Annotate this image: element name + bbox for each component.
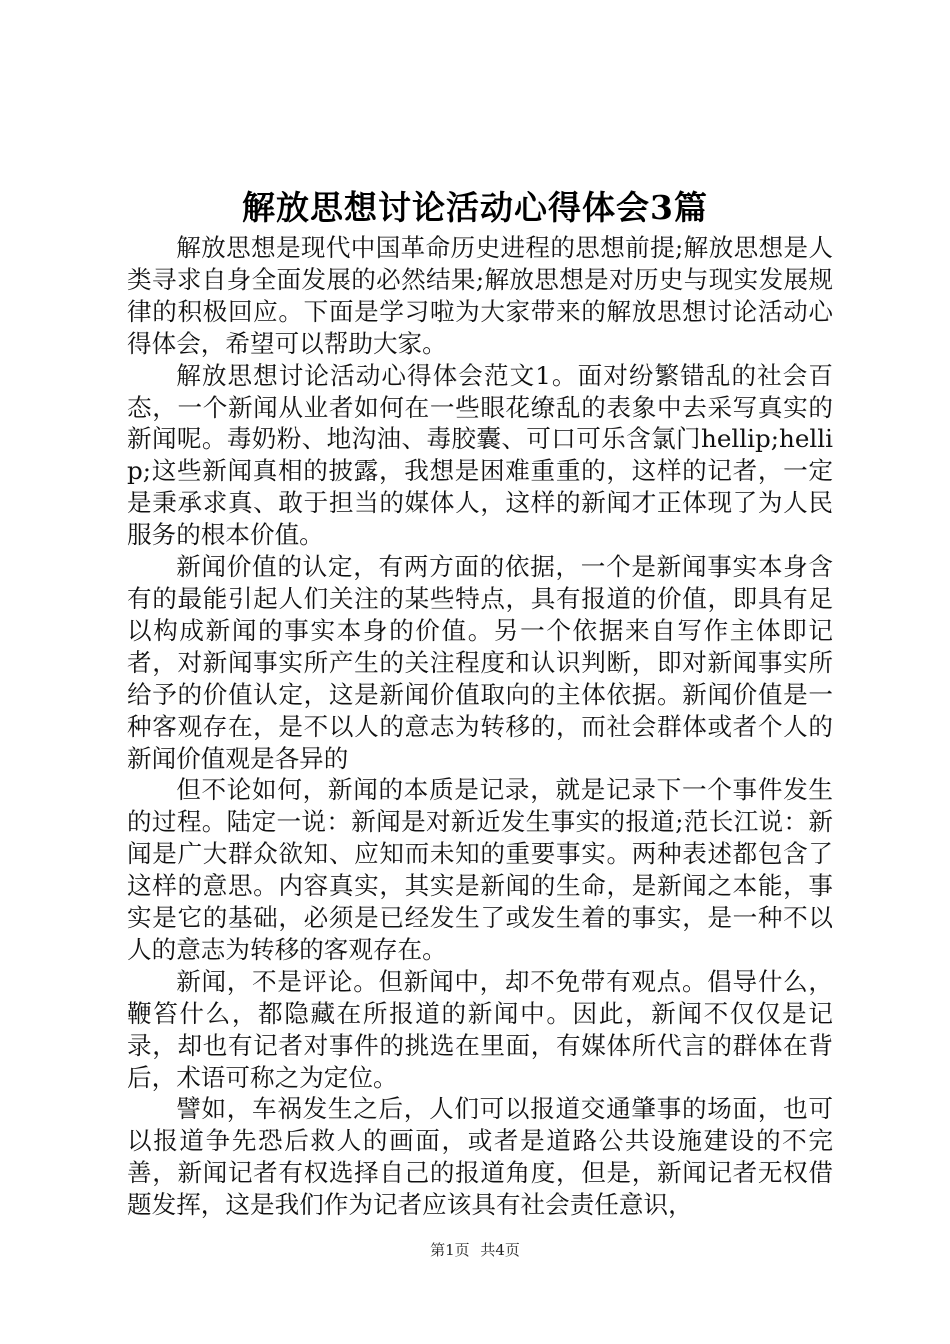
page-footer [0,1240,950,1260]
page-total: 共4页 [480,1241,520,1259]
page-number: 第1页 [430,1241,470,1259]
paragraph-accident-example: 譬如，车祸发生之后，人们可以报道交通肇事的场面，也可以报道争先恐后救人的画面，或者是道路公共设施建设的不完善，新闻记者有权选择自己的报道角度，但是，新闻记者无权借题发挥，这是我们作为记者应该具有社会责任意识， [127,1094,833,1220]
paragraph-news-value: 新闻价值的认定，有两方面的依据，一个是新闻事实本身含有的最能引起人们关注的某些特点，具有报道的价值，即具有足以构成新闻的事实本身的价值。另一个依据来自写作主体即记者，对新闻事实所产生的关注程度和认识判断，即对新闻事实所给予的价值认定，这是新闻价值取向的主体依据。新闻价值是一种客观存在，是不以人的意志为转移的，而社会群体或者个人的新闻价值观是各异的 [127,552,833,773]
paragraph-intro: 解放思想是现代中国革命历史进程的思想前提;解放思想是人类寻求自身全面发展的必然结果;解放思想是对历史与现实发展规律的积极回应。下面是学习啦为大家带来的解放思想讨论活动心得体会，希望可以帮助大家。 [127,233,833,358]
document-body [127,232,833,1221]
paragraph-news-opinion: 新闻，不是评论。但新闻中，却不免带有观点。倡导什么，鞭笞什么，都隐藏在所报道的新闻中。因此，新闻不仅仅是记录，却也有记者对事件的挑选在里面，有媒体所代言的群体在背后，术语可称之为定位。 [127,966,833,1092]
paragraph-news-essence: 但不论如何，新闻的本质是记录，就是记录下一个事件发生的过程。陆定一说：新闻是对新近发生事实的报道;范长江说：新闻是广大群众欲知、应知而未知的重要事实。两种表述都包含了这样的意思。内容真实，其实是新闻的生命，是新闻之本能，事实是它的基础，必须是已经发生了或发生着的事实，是一种不以人的意志为转移的客观存在。 [127,775,833,964]
document-title: 解放思想讨论活动心得体会3篇 [242,188,708,227]
paragraph-example-1: 解放思想讨论活动心得体会范文1。面对纷繁错乱的社会百态，一个新闻从业者如何在一些眼花缭乱的表象中去采写真实的新闻呢。毒奶粉、地沟油、毒胶囊、可口可乐含氯门hellip;hellip;这些新闻真相的披露，我想是困难重重的，这样的记者，一定是秉承求真、敢于担当的媒体人，这样的新闻才正体现了为人民服务的根本价值。 [127,360,833,550]
